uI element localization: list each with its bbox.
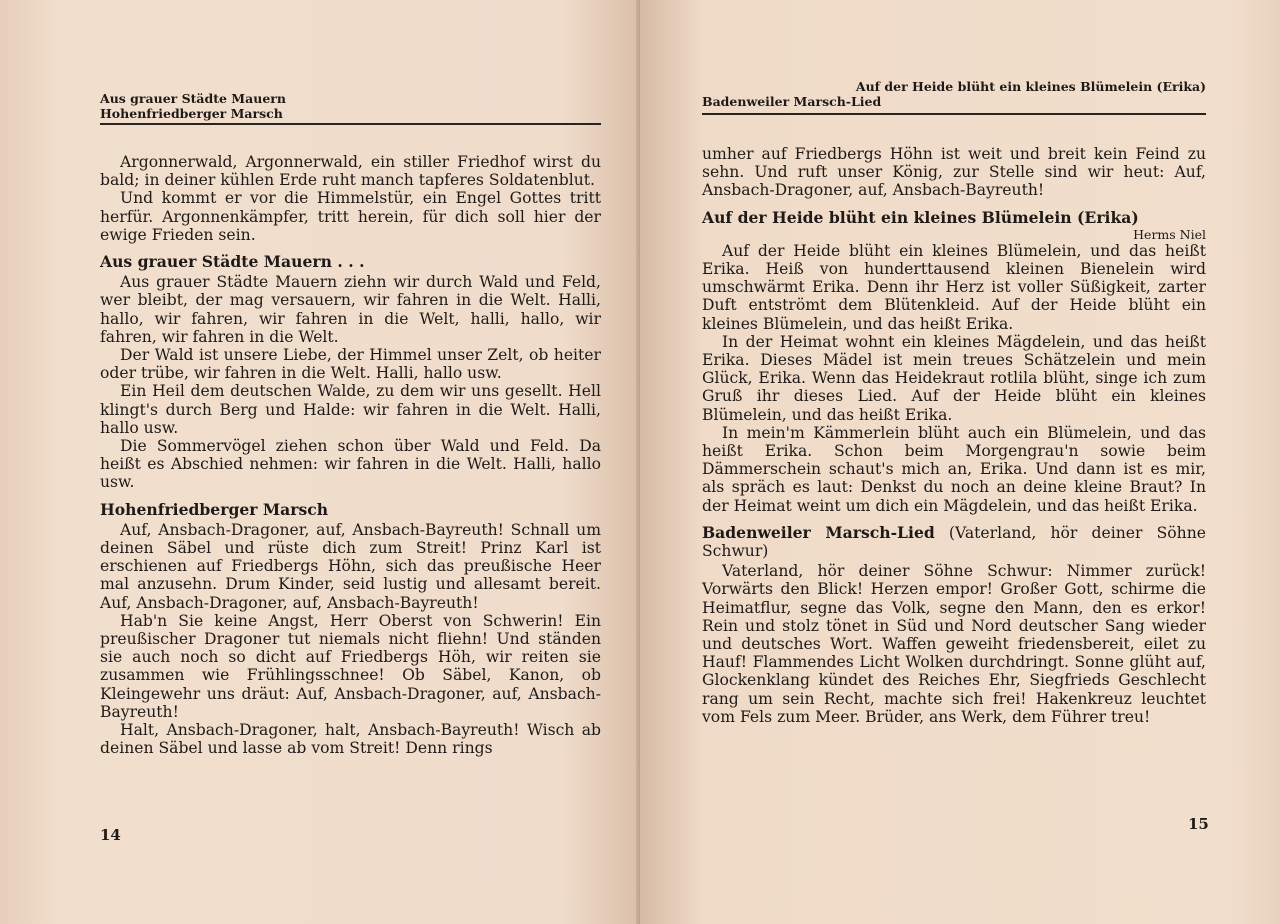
paragraph: Die Sommervögel ziehen schon über Wald und Feld. Da heißt es Abschied nehmen: wir fahren in die Welt. Halli, hallo usw.: [100, 437, 601, 492]
song-title: [100, 253, 601, 271]
paragraph: Hab'n Sie keine Angst, Herr Oberst von Schwerin! Ein preußischer Dragoner tut niemals nicht fliehn! Und ständen sie auch noch so dicht auf Friedbergs Höh, wir reiten sie zusammen wie Frühlingsschnee! Ob Säbel, Kanon, ob Kleingewehr uns dräut: Auf, Ansbach-Dragoner, auf, Ansbach-Bayreuth!: [100, 611, 601, 721]
author-credit: Herms Niel: [1133, 226, 1206, 242]
paragraph: Ein Heil dem deutschen Walde, zu dem wir uns gesellt. Hell klingt's durch Berg und Halde: wir fahren in die Welt. Halli, hallo usw.: [100, 382, 601, 437]
song-title: [100, 501, 601, 519]
left-page-text: [100, 153, 601, 758]
paragraph: Vaterland, hör deiner Söhne Schwur: Nimmer zurück! Vorwärts den Blick! Herzen empor! Großer Gott, schirme die Heimatflur, segne das Volk, segne den Mann, den es erkor! Rein und stolz tönet in Süd und Nord deutscher Sang wieder und deutsches Wort. Waffen geweiht friedensbereit, eilet zu Hauf! Flammendes Licht Wolken durchdringt. Sonne glüht auf, Glockenklang kündet des Reiches Ehr, Siegfrieds Geschlecht rang um sein Recht, machte sich frei! Hakenkreuz leuchtet vom Fels zum Meer. Brüder, ans Werk, dem Führer treu!: [702, 562, 1206, 726]
song-title-text: Badenweiler Marsch-Lied: [702, 522, 935, 542]
running-head-line: Hohenfriedberger Marsch: [100, 106, 283, 121]
song-title: [702, 209, 1206, 227]
paragraph: Auf, Ansbach-Dragoner, auf, Ansbach-Bayreuth! Schnall um deinen Säbel und rüste dich zum Streit! Prinz Karl ist erschienen auf Friedbergs Höhn, sich das preußische Heer mal anzusehn. Drum Kinder, seid lustig und allesamt bereit. Auf, Ansbach-Dragoner, auf, Ansbach-Bayreuth!: [100, 520, 601, 612]
paragraph: Und kommt er vor die Himmelstür, ein Engel Gottes tritt herfür. Argonnenkämpfer, tritt herein, für dich soll hier der ewige Frieden sein.: [100, 189, 601, 244]
song-title-text: Hohenfriedberger Marsch: [100, 499, 329, 519]
page-number: 15: [1188, 815, 1209, 833]
paragraph: Aus grauer Städte Mauern ziehn wir durch Wald und Feld, wer bleibt, der mag versauern, wir fahren in die Welt. Halli, hallo, wir fahren, wir fahren in die Welt, halli, hallo, wir fahren, wir fahren in die Welt.: [100, 273, 601, 346]
song-title-text: Aus grauer Städte Mauern . . .: [100, 252, 365, 272]
song-title: [702, 524, 1206, 560]
running-head-line: Auf der Heide blüht ein kleines Blümelein (Erika): [855, 79, 1206, 94]
paragraph: Der Wald ist unsere Liebe, der Himmel unser Zelt, ob heiter oder trübe, wir fahren in die Welt. Halli, hallo usw.: [100, 346, 601, 383]
paragraph: In mein'm Kämmerlein blüht auch ein Blümelein, und das heißt Erika. Schon beim Morgengrau'n sowie beim Dämmerschein schaut's mich an, Erika. Und dann ist es mir, als spräch es laut: Denkst du noch an deine kleine Braut? In der Heimat weint um dich ein Mägdelein, und das heißt Erika.: [702, 423, 1206, 515]
running-head-line: Badenweiler Marsch-Lied: [702, 94, 882, 109]
paragraph: Argonnerwald, Argonnerwald, ein stiller Friedhof wirst du bald; in deiner kühlen Erde ruht manch tapferes Soldatenblut.: [100, 153, 601, 190]
paragraph: Auf der Heide blüht ein kleines Blümelein, und das heißt Erika. Heiß von hunderttausend kleinen Bienelein wird umschwärmt Erika. Denn ihr Herz ist voller Süßigkeit, zarter Duft entströmt dem Blütenkleid. Auf der Heide blüht ein kleines Blümelein, und das heißt Erika.: [702, 241, 1206, 333]
left-running-head: [100, 91, 286, 121]
header-rule: [702, 113, 1206, 115]
running-head-line: Aus grauer Städte Mauern: [100, 91, 286, 106]
right-page: [640, 0, 1280, 924]
page-number: 14: [100, 826, 121, 844]
header-rule: [100, 123, 601, 125]
song-title-text: Auf der Heide blüht ein kleines Blümelein (Erika): [702, 207, 1139, 227]
song-subtitle: (Vaterland, hör deiner Söhne Schwur): [702, 523, 1206, 561]
paragraph: In der Heimat wohnt ein kleines Mägdelein, und das heißt Erika. Dieses Mädel ist mein treues Schätzelein und mein Glück, Erika. Wenn das Heidekraut rotlila blüht, singe ich zum Gruß ihr dieses Lied. Auf der Heide blüht ein kleines Blümelein, und das heißt Erika.: [702, 332, 1206, 424]
right-page-text: [702, 145, 1206, 726]
right-running-head: [702, 79, 1206, 109]
paragraph: umher auf Friedbergs Höhn ist weit und breit kein Feind zu sehn. Und ruft unser König, zur Stelle sind wir heut: Auf, Ansbach-Dragoner, auf, Ansbach-Bayreuth!: [702, 145, 1206, 200]
paragraph: Halt, Ansbach-Dragoner, halt, Ansbach-Bayreuth! Wisch ab deinen Säbel und lasse ab vom Streit! Denn rings: [100, 721, 601, 758]
